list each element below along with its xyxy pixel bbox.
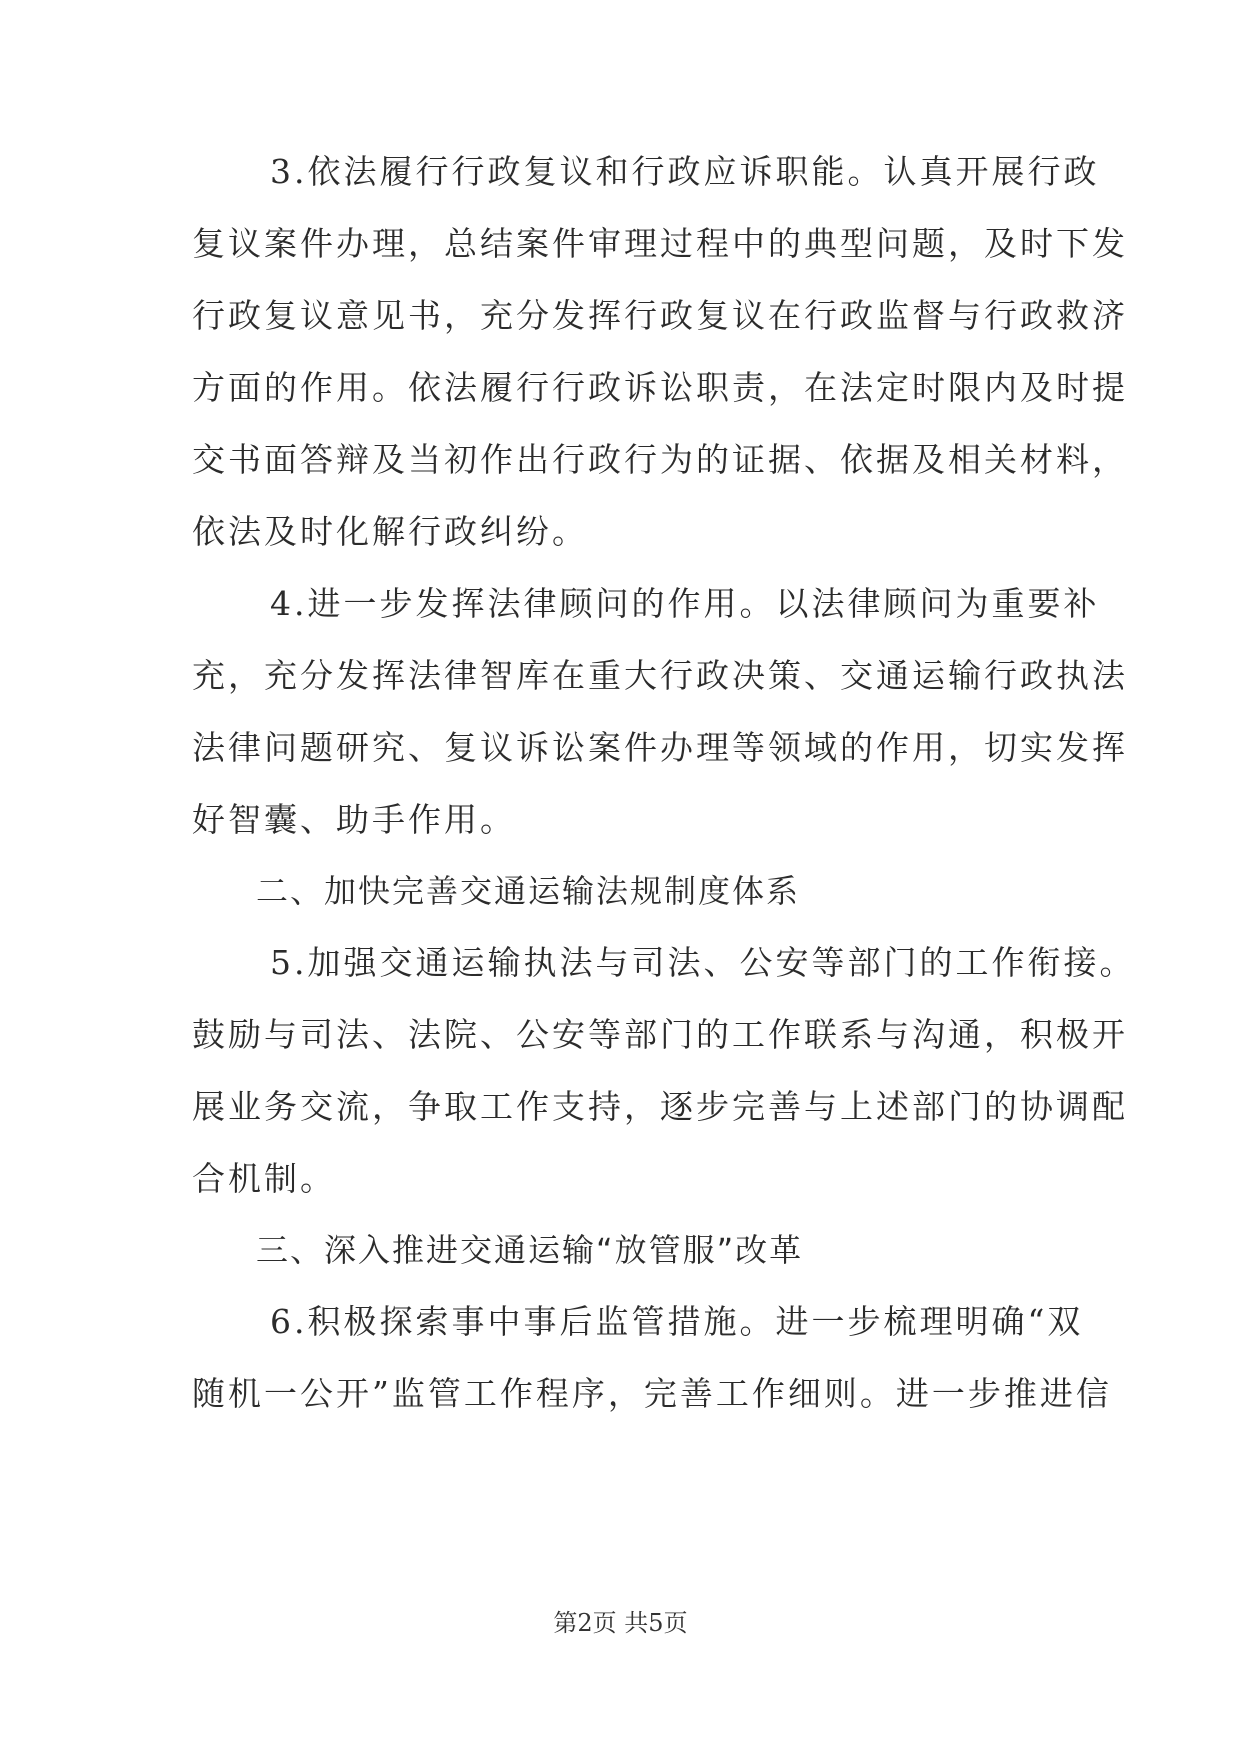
page-number-footer: 第2页 共5页 xyxy=(553,1609,688,1637)
paragraph-3-line-1: 3.依法履行行政复议和行政应诉职能。认真开展行政 xyxy=(270,152,1100,191)
paragraph-3-line-3: 行政复议意见书，充分发挥行政复议在行政监督与行政救济 xyxy=(192,296,1128,335)
paragraph-5-line-2: 鼓励与司法、法院、公安等部门的工作联系与沟通，积极开 xyxy=(192,1015,1128,1054)
paragraph-4-line-3: 法律问题研究、复议诉讼案件办理等领域的作用，切实发挥 xyxy=(192,728,1128,767)
paragraph-4-line-1: 4.进一步发挥法律顾问的作用。以法律顾问为重要补 xyxy=(270,584,1100,623)
paragraph-3-line-5: 交书面答辩及当初作出行政行为的证据、依据及相关材料， xyxy=(192,440,1128,479)
paragraph-4-line-4: 好智囊、助手作用。 xyxy=(192,800,516,839)
paragraph-5-line-4: 合机制。 xyxy=(192,1159,336,1198)
paragraph-3-line-4: 方面的作用。依法履行行政诉讼职责，在法定时限内及时提 xyxy=(192,368,1128,407)
paragraph-5-line-1: 5.加强交通运输执法与司法、公安等部门的工作衔接。 xyxy=(270,943,1136,982)
section-heading-2: 二、加快完善交通运输法规制度体系 xyxy=(256,872,801,910)
paragraph-4-line-2: 充，充分发挥法律智库在重大行政决策、交通运输行政执法 xyxy=(192,656,1128,695)
paragraph-6-line-1: 6.积极探索事中事后监管措施。进一步梳理明确“双 xyxy=(270,1302,1084,1341)
paragraph-6-line-2: 随机一公开”监管工作程序，完善工作细则。进一步推进信 xyxy=(192,1374,1112,1413)
section-heading-3: 三、深入推进交通运输“放管服”改革 xyxy=(256,1231,804,1269)
paragraph-3-line-2: 复议案件办理，总结案件审理过程中的典型问题，及时下发 xyxy=(192,224,1128,263)
paragraph-3-line-6: 依法及时化解行政纠纷。 xyxy=(192,512,588,551)
paragraph-5-line-3: 展业务交流，争取工作支持，逐步完善与上述部门的协调配 xyxy=(192,1087,1128,1126)
